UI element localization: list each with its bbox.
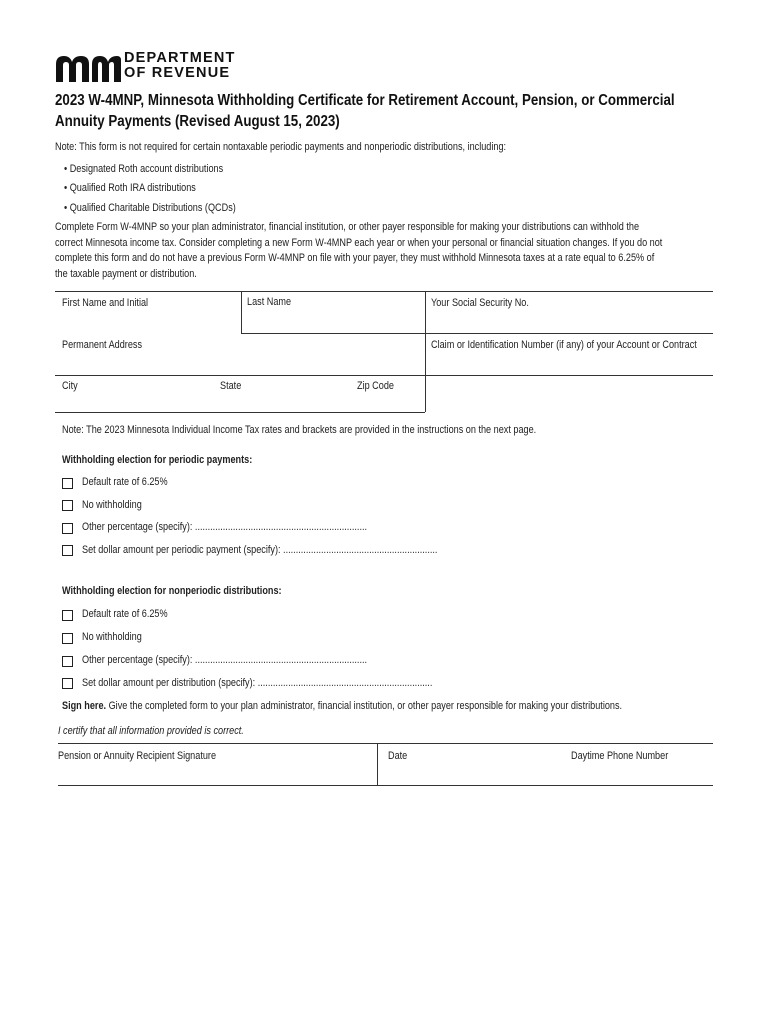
option-label: No withholding	[82, 499, 142, 511]
city-field[interactable]: City	[62, 380, 78, 392]
bullet-item: • Qualified Roth IRA distributions	[64, 182, 196, 194]
department-logo-text	[124, 51, 236, 81]
nonperiodic-no-withholding-checkbox[interactable]	[62, 633, 73, 644]
logo-line1: DEPARTMENT	[124, 50, 236, 66]
nonperiodic-default-checkbox[interactable]	[62, 610, 73, 621]
phone-field[interactable]: Daytime Phone Number	[571, 750, 669, 762]
bullet-item: • Designated Roth account distributions	[64, 163, 224, 175]
ssn-field[interactable]: Your Social Security No.	[431, 297, 529, 309]
page-title: 2023 W-4MNP, Minnesota Withholding Certificate for Retirement Account, Pension, or Commercial Annuity Payments (Revised August 15, 2023)	[55, 92, 675, 130]
divider	[241, 291, 242, 333]
rates-note: Note: The 2023 Minnesota Individual Income Tax rates and brackets are provided in the instructions on the next page.	[62, 424, 537, 436]
option-label: No withholding	[82, 631, 142, 643]
periodic-no-withholding-checkbox[interactable]	[62, 500, 73, 511]
bullet-item: • Qualified Charitable Distributions (QCDs)	[64, 202, 236, 214]
divider	[55, 412, 425, 413]
divider	[377, 743, 378, 786]
periodic-other-percentage-checkbox[interactable]	[62, 523, 73, 534]
date-field[interactable]: Date	[388, 750, 408, 762]
divider	[425, 291, 426, 412]
periodic-default-checkbox[interactable]	[62, 478, 73, 489]
option-label: Other percentage (specify): ....................................................................	[82, 521, 368, 533]
first-name-field[interactable]: First Name and Initial	[62, 297, 149, 309]
option-label: Default rate of 6.25%	[82, 608, 168, 620]
option-label: Set dollar amount per distribution (specify): .....................................................................	[82, 677, 433, 689]
divider	[241, 333, 713, 334]
periodic-dollar-amount-checkbox[interactable]	[62, 545, 73, 556]
intro-note: Note: This form is not required for certain nontaxable periodic payments and nonperiodic distributions, including:	[55, 141, 507, 153]
last-name-field[interactable]: Last Name	[247, 296, 292, 308]
claim-number-field[interactable]: Claim or Identification Number (if any) of your Account or Contract	[431, 339, 697, 351]
form-top-rule	[55, 291, 713, 292]
nonperiodic-dollar-amount-checkbox[interactable]	[62, 678, 73, 689]
option-label: Other percentage (specify): ....................................................................	[82, 654, 368, 666]
instructions-paragraph: Complete Form W-4MNP so your plan administrator, financial institution, or other payer responsible for making your distributions can withhold the correct Minnesota income tax. Consider completing a new Form W-4MNP each year or when your personal or financial situation changes. If you do not complete this form and do not have a previous Form W-4MNP on file with your payer, they must withhold Minnesota taxes at a rate equal to 6.25% of the taxable payment or distribution.	[55, 221, 663, 280]
state-field[interactable]: State	[220, 380, 242, 392]
nonperiodic-heading: Withholding election for nonperiodic distributions:	[62, 585, 282, 597]
certify-statement: I certify that all information provided is correct.	[58, 725, 244, 737]
address-field[interactable]: Permanent Address	[62, 339, 143, 351]
periodic-heading: Withholding election for periodic payments:	[62, 454, 253, 466]
signature-top-rule	[58, 743, 713, 744]
zip-field[interactable]: Zip Code	[357, 380, 394, 392]
nonperiodic-other-percentage-checkbox[interactable]	[62, 656, 73, 667]
signature-field[interactable]: Pension or Annuity Recipient Signature	[58, 750, 217, 762]
logo-line2: OF REVENUE	[124, 65, 231, 81]
option-label: Set dollar amount per periodic payment (specify): .............................................................	[82, 544, 438, 556]
sign-instructions: Sign here. Give the completed form to your plan administrator, financial institution, or other payer responsible for making your distributions.	[62, 700, 623, 712]
divider	[55, 375, 713, 376]
signature-bottom-rule	[58, 785, 713, 786]
option-label: Default rate of 6.25%	[82, 476, 168, 488]
